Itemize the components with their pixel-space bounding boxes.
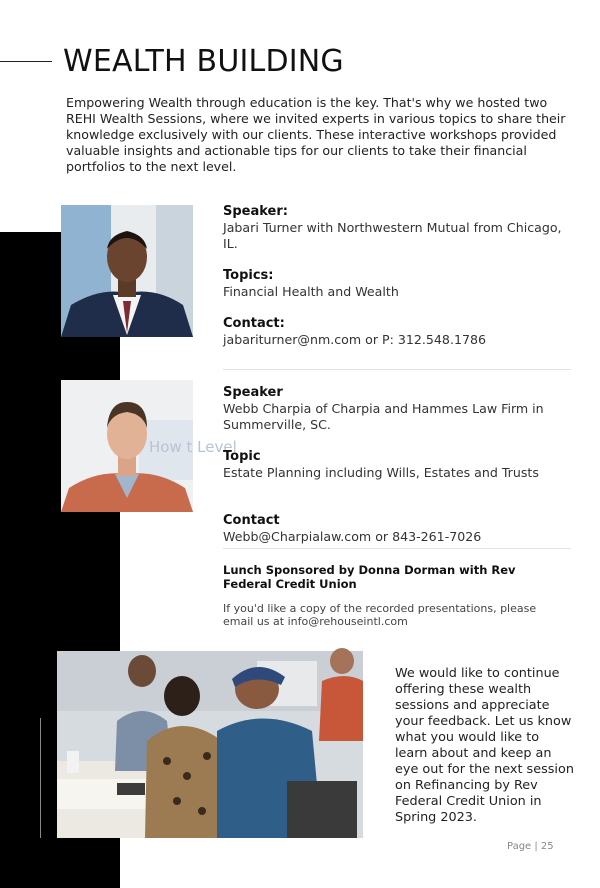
contact-label: Contact xyxy=(223,513,280,528)
contact-label: Contact: xyxy=(223,316,285,331)
speaker-1-contact xyxy=(223,316,563,348)
speaker-1-topic xyxy=(223,268,563,300)
topic-value: Financial Health and Wealth xyxy=(223,284,399,299)
speaker-2-details xyxy=(223,385,563,433)
separator-2 xyxy=(223,548,571,549)
topic-value: Estate Planning including Wills, Estates and Trusts xyxy=(223,465,539,480)
page-title: WEALTH BUILDING xyxy=(63,44,344,79)
speaker-2-contact xyxy=(223,513,563,545)
page-number: Page | 25 xyxy=(507,841,554,852)
speaker-1-details xyxy=(223,204,563,252)
speaker-1-photo xyxy=(61,205,193,337)
separator-1 xyxy=(223,369,571,370)
speaker-name: Jabari Turner with Northwestern Mutual from Chicago, IL. xyxy=(223,220,562,251)
speaker-2-topic xyxy=(223,449,563,481)
speaker-2-photo xyxy=(61,380,237,512)
closing-paragraph: We would like to continue offering these wealth sessions and appreciate your feedback. Let us know what you would like to learn about and keep an eye out for the next session on Refinancing by Rev Federal Credit Union in Spring 2023. xyxy=(395,666,574,825)
contact-value: jabariturner@nm.com or P: 312.548.1786 xyxy=(223,332,486,347)
speaker-label: Speaker: xyxy=(223,204,288,219)
lunch-sponsor: Lunch Sponsored by Donna Dorman with Rev Federal Credit Union xyxy=(223,563,516,591)
topic-label: Topic xyxy=(223,449,261,464)
topic-label: Topics: xyxy=(223,268,274,283)
speaker-label: Speaker xyxy=(223,385,283,400)
session-photo xyxy=(57,651,363,838)
intro-paragraph: Empowering Wealth through education is the key. That's why we hosted two REHI Wealth Sessions, where we invited experts in various topics to share their knowledge exclusively with our clients. These interactive workshops provided valuable insights and actionable tips for our clients to take their financial portfolios to the next level. xyxy=(66,95,566,174)
recording-note: If you'd like a copy of the recorded presentations, please email us at info@rehouseintl.com xyxy=(223,602,537,628)
photo-bg-text: How t Level xyxy=(149,438,237,456)
speaker-name: Webb Charpia of Charpia and Hammes Law Firm in Summerville, SC. xyxy=(223,401,544,432)
contact-value: Webb@Charpialaw.com or 843-261-7026 xyxy=(223,529,482,544)
vertical-accent-line xyxy=(40,718,41,838)
title-rule xyxy=(0,61,52,62)
